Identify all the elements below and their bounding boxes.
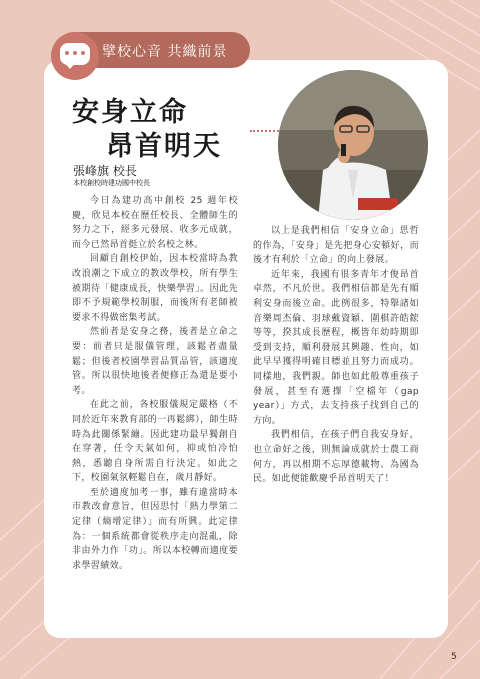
article-title-line1: 安身立命 [72,97,188,128]
page-number: 5 [451,652,457,662]
author-name: 張峰旗 校長 [73,164,137,178]
article-column-left [72,194,238,573]
chat-bubble-tail [64,62,76,69]
bubble-dot [81,51,85,55]
paragraph: 近年來，我國有很多青年才俊昂首卓然，不凡於世。我們相信都是先有順利安身而後立命。此例很多，特舉諸如音樂周杰倫、羽球戴資穎、圍棋許皓鋐等等，揆其成長歷程，概皆年幼時期即受到支持，順利發展其興趣、性向，如此早早獲得明確目標並且努力而成功。同樣地，我們親。師也如此般尊重孩子發展，甚至有選擇「空檔年（gap year）」方式，去支持孩子找到自己的方向。 [253,269,419,426]
principal-photo [278,70,428,220]
paragraph: 然前者是安身之務，後者是立命之要：前者只是服儀管理，該鬆者盡量鬆；但後者校園學習品質品管，該適度管。所以很快地後者便修正為還是要小考。 [72,327,238,396]
paragraph: 在此之前，各校服儀規定嚴格（不同於近年來教育部的一再鬆綁），師生時時為此關係緊繃。因此建功最早獨創自在穿著，任令天氣如何，抑或怕冷怕熱，悉聽自身所需自行決定。如此之下，校園氣氛輕鬆自在，歲月靜好。 [72,400,238,484]
paragraph: 至於適度加考一事，雖有違當時本市教改會意旨，但因思忖「熱力學第二定律（熵增定律）」而有所興。此定律為：一個系統都會從秩序走向混亂，除非由外力作「功」。所以本校轉而適度要求學習績效。 [72,487,238,571]
article-title-line2: 昂首明天 [106,131,222,162]
paragraph: 今日為建功高中創校 25 週年校慶，欣見本校在歷任校長、全體師生的努力之下，經多元發展、收多元成就，而今已然昂首挺立於名校之林。 [72,196,238,250]
bubble-dot [73,51,77,55]
paragraph: 回顧自創校伊始，因本校當時為教改浪潮之下成立的教改學校，所有學生被期待「健康成長，快樂學習」。因此先即不予規範學校制服，而後所有老師被要求不得做密集考試。 [72,254,238,323]
speaker-illustration [278,70,428,220]
paragraph: 我們相信，在孩子們自我安身好，也立命好之後，則無論成就於士農工商何方，再以相期不忘厚德載物、為國為民。如此便能歡慶乎昂首明天了！ [253,430,419,485]
paragraph: 以上是我們相信「安身立命」思哲的作為，「安身」是先把身心安頓好，而後才有利於「立命」的向上發展。 [253,226,419,266]
bubble-dot [65,51,69,55]
section-title: 擘校心音 共織前景 [102,44,228,60]
author-affiliation: 本校創校時建功國中校長 [73,179,150,187]
article-column-right [253,224,419,487]
